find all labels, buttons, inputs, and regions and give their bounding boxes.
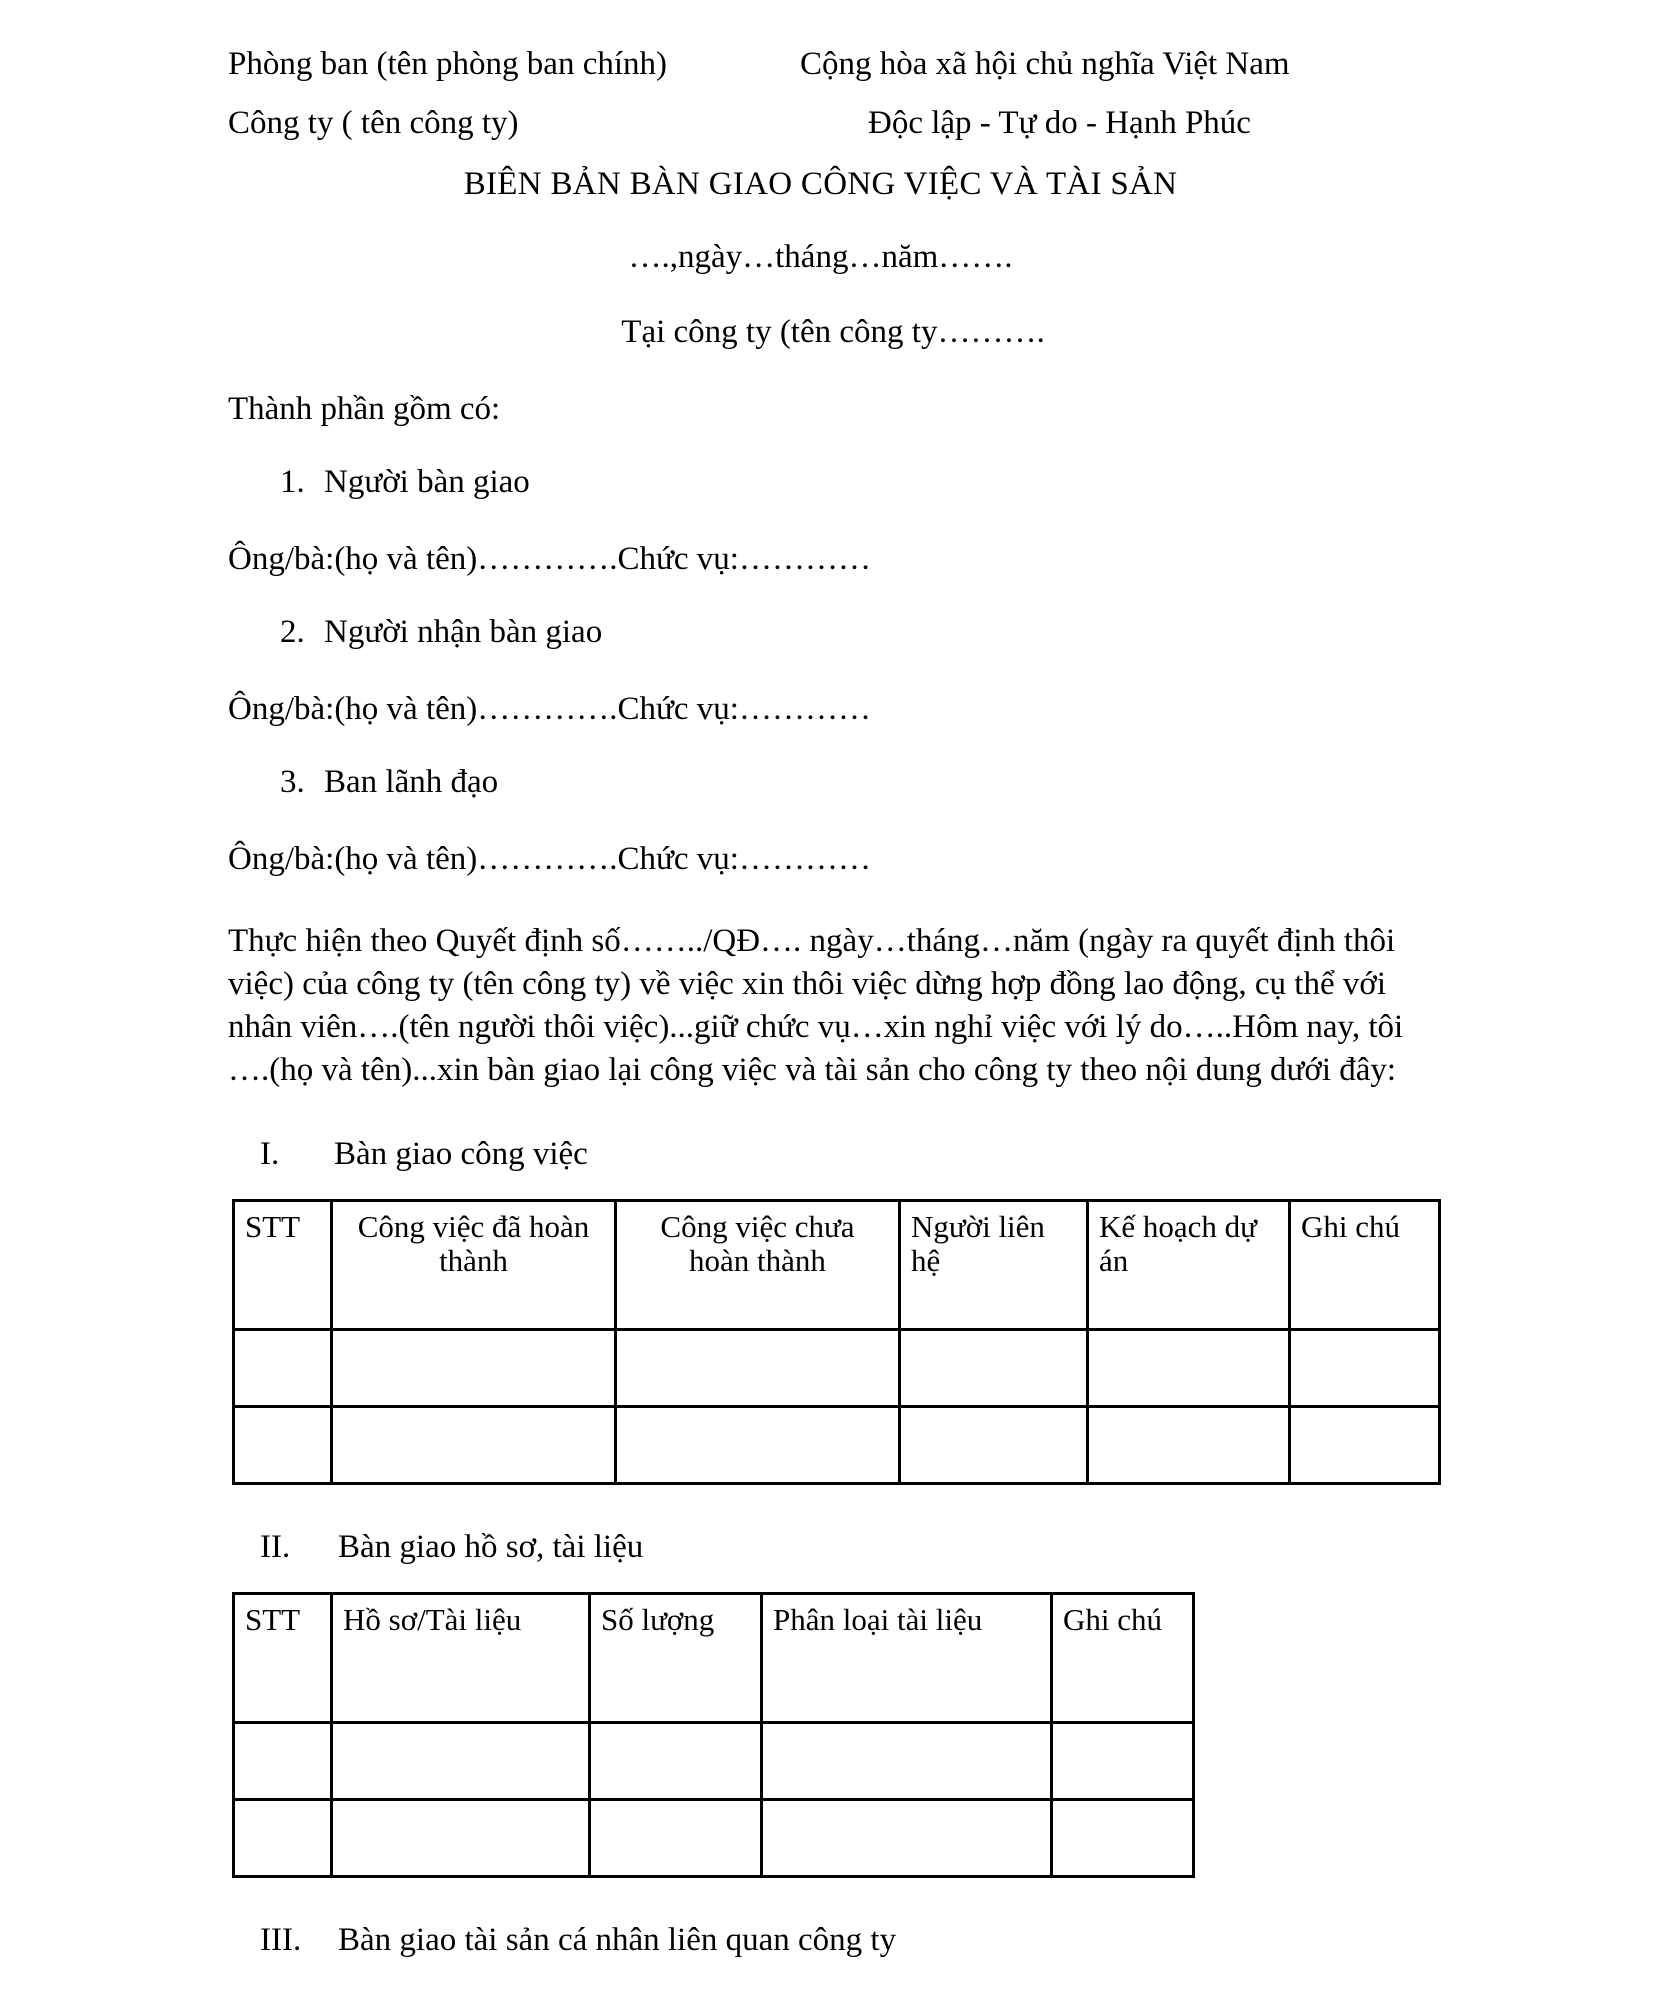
- cell-stt[interactable]: [234, 1406, 332, 1483]
- table-row: [234, 1329, 1440, 1406]
- cell-stt[interactable]: [234, 1329, 332, 1406]
- cell-project-plan[interactable]: [1088, 1329, 1290, 1406]
- participant-number-1: 1.: [280, 464, 305, 500]
- cell-completed-work[interactable]: [332, 1329, 616, 1406]
- col-header-document: Hồ sơ/Tài liệu: [332, 1593, 590, 1722]
- col-header-completed-work: Công việc đã hoàn thành: [332, 1200, 616, 1329]
- section-number-2: II.: [260, 1528, 291, 1565]
- cell-document-type[interactable]: [762, 1722, 1052, 1799]
- cell-notes[interactable]: [1290, 1406, 1440, 1483]
- participant-person-line-1: Ông/bà:(họ và tên)………….Chức vụ:…………: [228, 541, 871, 577]
- col-header-project-plan: Kế hoạch dự án: [1088, 1200, 1290, 1329]
- work-handover-table: [232, 1199, 1441, 1485]
- participant-item-2: [228, 614, 1468, 651]
- section-heading-2: [228, 1529, 1468, 1566]
- header-row-1: [228, 48, 1468, 81]
- table-row: [234, 1799, 1194, 1876]
- cell-incomplete-work[interactable]: [616, 1329, 900, 1406]
- cell-document-type[interactable]: [762, 1799, 1052, 1876]
- participant-item-3: [228, 764, 1468, 801]
- cell-contact-person[interactable]: [900, 1329, 1088, 1406]
- col-header-notes: Ghi chú: [1052, 1593, 1194, 1722]
- section-number-3: III.: [260, 1921, 302, 1958]
- cell-quantity[interactable]: [590, 1722, 762, 1799]
- documents-handover-table: [232, 1592, 1195, 1878]
- cell-notes[interactable]: [1052, 1722, 1194, 1799]
- cell-notes[interactable]: [1290, 1329, 1440, 1406]
- section-label-3: Bàn giao tài sản cá nhân liên quan công ty: [338, 1921, 897, 1958]
- col-header-incomplete-work: Công việc chưa hoàn thành: [616, 1200, 900, 1329]
- cell-document[interactable]: [332, 1799, 590, 1876]
- participant-label-1: Người bàn giao: [324, 464, 530, 500]
- date-line: ….,ngày…tháng…năm…….: [628, 239, 1013, 275]
- col-header-notes: Ghi chú: [1290, 1200, 1440, 1329]
- participant-label-2: Người nhận bàn giao: [324, 614, 603, 650]
- cell-incomplete-work[interactable]: [616, 1406, 900, 1483]
- cell-notes[interactable]: [1052, 1799, 1194, 1876]
- table-row: [234, 1406, 1440, 1483]
- section-label-2: Bàn giao hồ sơ, tài liệu: [338, 1528, 644, 1565]
- header-row-2: [228, 107, 1468, 140]
- cell-quantity[interactable]: [590, 1799, 762, 1876]
- location-line: Tại công ty (tên công ty……….: [621, 314, 1045, 350]
- cell-stt[interactable]: [234, 1799, 332, 1876]
- section-label-1: Bàn giao công việc: [334, 1135, 588, 1172]
- page-title: BIÊN BẢN BÀN GIAO CÔNG VIỆC VÀ TÀI SẢN: [463, 166, 1178, 202]
- participant-label-3: Ban lãnh đạo: [324, 764, 499, 800]
- national-title-line: Cộng hòa xã hội chủ nghĩa Việt Nam: [800, 46, 1290, 82]
- work-handover-table-wrap: [228, 1199, 1468, 1485]
- cell-stt[interactable]: [234, 1722, 332, 1799]
- participant-person-line-3: Ông/bà:(họ và tên)………….Chức vụ:…………: [228, 841, 871, 877]
- national-motto-line: Độc lập - Tự do - Hạnh Phúc: [868, 105, 1251, 141]
- table-row: [234, 1722, 1194, 1799]
- section-heading-3: [228, 1922, 1468, 1959]
- participants-intro: Thành phần gồm có:: [228, 391, 501, 427]
- cell-completed-work[interactable]: [332, 1406, 616, 1483]
- cell-contact-person[interactable]: [900, 1406, 1088, 1483]
- table-header-row: [234, 1593, 1194, 1722]
- document-content: [228, 48, 1468, 1959]
- department-line: Phòng ban (tên phòng ban chính): [228, 46, 668, 82]
- col-header-stt: STT: [234, 1200, 332, 1329]
- col-header-quantity: Số lượng: [590, 1593, 762, 1722]
- section-number-1: I.: [260, 1135, 280, 1172]
- col-header-document-type: Phân loại tài liệu: [762, 1593, 1052, 1722]
- col-header-stt: STT: [234, 1593, 332, 1722]
- participant-number-3: 3.: [280, 764, 305, 800]
- documents-handover-table-wrap: [228, 1592, 1468, 1878]
- participant-person-line-2: Ông/bà:(họ và tên)………….Chức vụ:…………: [228, 691, 871, 727]
- participant-item-1: [228, 464, 1468, 501]
- body-paragraph: Thực hiện theo Quyết định số……../QĐ…. ngày…tháng…năm (ngày ra quyết định thôi việc) của công ty (tên công ty) về việc xin thôi việc dừng hợp đồng lao động, cụ thể với nhân viên….(tên người thôi việc)...giữ chức vụ…xin nghỉ việc với lý do…..Hôm nay, tôi ….(họ và tên)...xin bàn giao lại công việc và tài sản cho công ty theo nội dung dưới đây:: [228, 923, 1404, 1088]
- participant-number-2: 2.: [280, 614, 305, 650]
- company-line: Công ty ( tên công ty): [228, 105, 519, 141]
- table-header-row: [234, 1200, 1440, 1329]
- cell-project-plan[interactable]: [1088, 1406, 1290, 1483]
- cell-document[interactable]: [332, 1722, 590, 1799]
- section-heading-1: [228, 1136, 1468, 1173]
- col-header-contact-person: Người liên hệ: [900, 1200, 1088, 1329]
